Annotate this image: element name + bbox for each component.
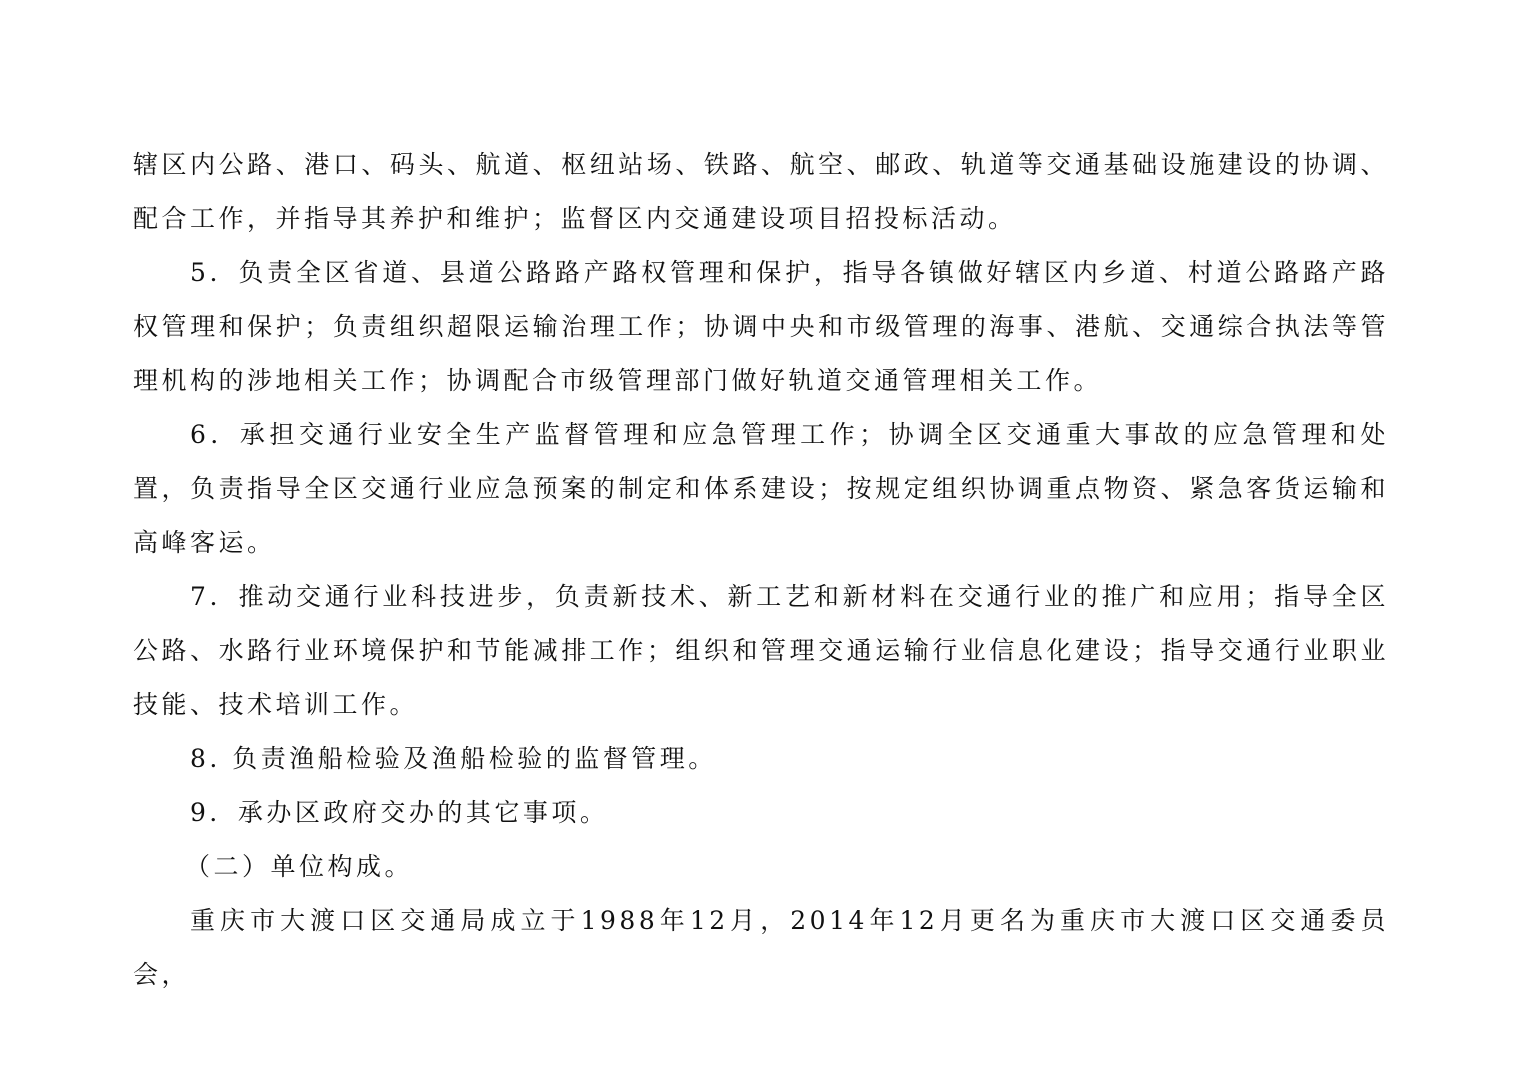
- document-body: [133, 138, 1389, 1002]
- paragraph-history: 重庆市大渡口区交通局成立于1988年12月，2014年12月更名为重庆市大渡口区交通委员会，: [133, 906, 1389, 989]
- paragraph-item-5: 5．负责全区省道、县道公路路产路权管理和保护，指导各镇做好辖区内乡道、村道公路路产路权管理和保护；负责组织超限运输治理工作；协调中央和市级管理的海事、港航、交通综合执法等管理机构的涉地相关工作；协调配合市级管理部门做好轨道交通管理相关工作。: [133, 258, 1389, 395]
- paragraph-item-8: 8. 负责渔船检验及渔船检验的监督管理。: [190, 744, 717, 773]
- paragraph-item-9: 9．承办区政府交办的其它事项。: [190, 798, 609, 827]
- paragraph-item-6: 6．承担交通行业安全生产监督管理和应急管理工作；协调全区交通重大事故的应急管理和处置，负责指导全区交通行业应急预案的制定和体系建设；按规定组织协调重点物资、紧急客货运输和高峰客运。: [133, 420, 1389, 557]
- section-heading-unit-composition: （二）单位构成。: [185, 852, 414, 881]
- paragraph-continuation: 辖区内公路、港口、码头、航道、枢纽站场、铁路、航空、邮政、轨道等交通基础设施建设的协调、配合工作，并指导其养护和维护；监督区内交通建设项目招投标活动。: [133, 150, 1389, 233]
- paragraph-item-7: 7．推动交通行业科技进步，负责新技术、新工艺和新材料在交通行业的推广和应用；指导全区公路、水路行业环境保护和节能减排工作；组织和管理交通运输行业信息化建设；指导交通行业职业技能、技术培训工作。: [133, 582, 1389, 719]
